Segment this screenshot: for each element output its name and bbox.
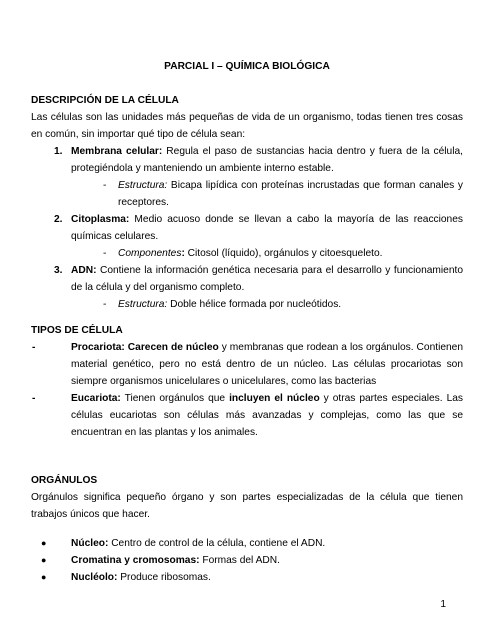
term: Núcleo:: [71, 538, 109, 549]
paragraph: Las células son las unidades más pequeñas de vida de un organismo, todas tienen tres cosas en común, sin importar qué tipo de célula sean:: [31, 112, 463, 140]
term: Nucléolo:: [71, 572, 118, 583]
sub-label: Estructura:: [118, 299, 168, 310]
item-text: Produce ribosomas.: [117, 572, 211, 583]
emphasis: incluyen el núcleo: [229, 393, 320, 404]
item-text: Formas del ADN.: [199, 555, 280, 566]
sub-item: [31, 245, 463, 262]
item-text: Centro de control de la célula, contiene el ADN.: [108, 538, 326, 549]
list-item: [31, 390, 463, 441]
sub-item: [31, 296, 463, 313]
dash-marker: -: [32, 393, 36, 404]
term: Membrana celular:: [71, 146, 163, 157]
list-number: 1.: [54, 146, 63, 157]
term: Citoplasma:: [71, 214, 130, 225]
list-item: [31, 552, 463, 569]
term: ADN:: [71, 265, 97, 276]
list-item: [31, 339, 463, 390]
section-organelles: [31, 472, 463, 586]
list-item: [31, 569, 463, 586]
term: Procariota:: [71, 342, 125, 353]
term: Cromatina y cromosomas:: [71, 555, 200, 566]
bullet-icon: ●: [41, 555, 47, 565]
bullet-icon: ●: [41, 538, 47, 548]
item-text-pre: Tienen orgánulos que: [120, 393, 230, 404]
sub-label: Estructura:: [118, 180, 168, 191]
dash-marker: -: [103, 248, 107, 259]
dash-marker: -: [32, 342, 36, 353]
sub-text: Bicapa lipídica con proteínas incrustadas que forman canales y receptores.: [118, 180, 463, 208]
section-cell-description: [31, 92, 463, 313]
sub-colon: :: [181, 248, 185, 259]
item-text: y otras partes especiales. Las células eucariotas son células más avanzadas y complejas, como las que se encuentran en las plantas y los animales.: [71, 393, 463, 438]
section-heading: ORGÁNULOS: [31, 475, 98, 486]
section-cell-types: [31, 322, 463, 441]
dash-marker: -: [103, 180, 107, 191]
emphasis: Carecen de núcleo: [124, 342, 219, 353]
bullet-icon: ●: [41, 572, 47, 582]
list-item: [31, 262, 463, 296]
section-heading: TIPOS DE CÉLULA: [31, 325, 123, 336]
list-number: 3.: [54, 265, 63, 276]
item-text: Contiene la información genética necesaria para el desarrollo y funcionamiento de la célula y del organismo completo.: [71, 265, 463, 293]
list-item: [31, 143, 463, 177]
section-heading: DESCRIPCIÓN DE LA CÉLULA: [31, 95, 179, 106]
sub-item: [31, 177, 463, 211]
page-title: PARCIAL I – QUÍMICA BIOLÓGICA: [164, 61, 330, 72]
list-item: [31, 535, 463, 552]
dash-marker: -: [103, 299, 107, 310]
paragraph: Orgánulos significa pequeño órgano y son partes especializadas de la célula que tienen trabajos únicos que hacer.: [31, 492, 463, 520]
sub-text: Citosol (líquido), orgánulos y citoesqueleto.: [184, 248, 383, 259]
page-number: 1: [440, 599, 446, 610]
list-number: 2.: [54, 214, 63, 225]
item-text: Medio acuoso donde se llevan a cabo la mayoría de las reacciones químicas celulares.: [71, 214, 463, 242]
sub-label: Componentes: [118, 248, 182, 259]
sub-text: Doble hélice formada por nucleótidos.: [167, 299, 342, 310]
item-text: Regula el paso de sustancias hacia dentro y fuera de la célula, protegiéndola y manteniendo un ambiente interno estable.: [71, 146, 463, 174]
term: Eucariota:: [71, 393, 121, 404]
list-item: [31, 211, 463, 245]
item-text: y membranas que rodean a los orgánulos. Contienen material genético, pero no está dentro de un núcleo. Las células procariotas son siempre organismos unicelulares o unicelulares, como las bacterias: [71, 342, 464, 387]
